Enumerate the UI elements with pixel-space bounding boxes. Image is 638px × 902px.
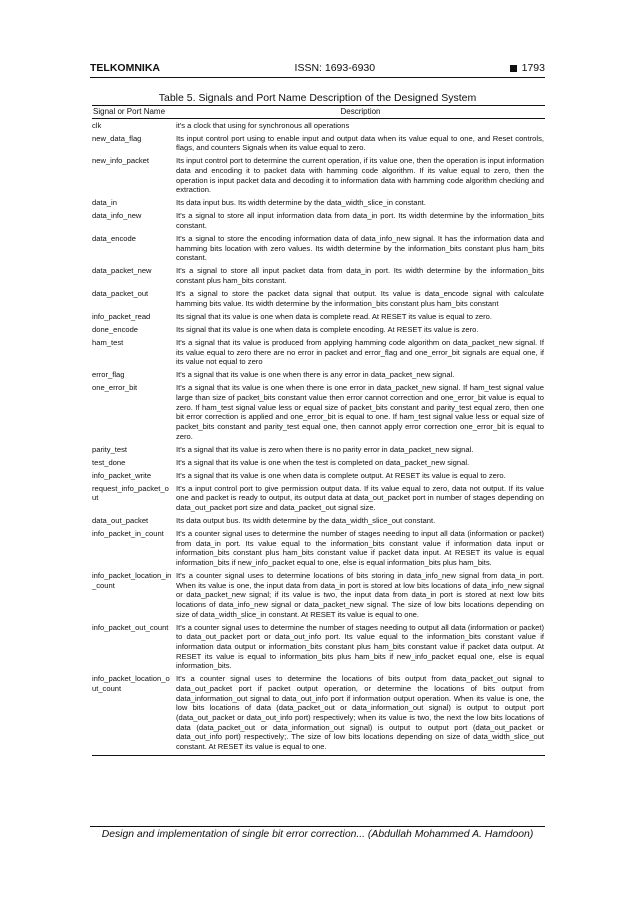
column-header-signal: Signal or Port Name	[92, 106, 176, 119]
signal-description: It's a counter signal uses to determine the number of stages needing to output all data (information or packet) to data_out_packet port or data_out_info port. Its value equal to the information_bits constant value if information data output or information_bits constant plus ham_bits constant value if packet data output. At RESET its value is equal to information_bits plus ham_bits if new_info_packet equal one, else is equal information_bits.	[176, 622, 544, 671]
table-caption: Table 5. Signals and Port Name Description of the Designed System	[158, 92, 477, 104]
signal-name: info_packet_out_count	[92, 622, 169, 632]
signal-description: It's a input control port to give permission output data. If its value equal to zero, data not output. If its value one and packet is ready to output, its output data at data_out_packet port in number of stages depending on data_out_packet port size and data_packet_out signal size.	[176, 483, 544, 512]
table-row	[92, 469, 545, 482]
signal-name: ham_test	[92, 337, 124, 347]
signal-name: data_out_packet	[92, 516, 149, 526]
table-row	[92, 514, 545, 527]
journal-name: TELKOMNIKA	[90, 62, 160, 74]
signal-name: new_info_packet	[92, 156, 149, 166]
table-row	[92, 197, 545, 210]
table-row	[92, 456, 545, 469]
table-row	[92, 155, 545, 197]
footer-rule	[90, 826, 545, 827]
signal-description: It's a signal that its value is produced from applying hamming code algorithm on data_packet_new signal. If its value equal to zero there are no error in packet and error_flag and one_error_bit signals are equal one, if its value not equal to zero	[176, 337, 544, 367]
table-row	[92, 482, 545, 514]
signal-description: It's a counter signal uses to determine the locations of bits output from data_packet_out signal to data_out_packet port if packet output operation, or determine the locations of bits output from data_information_out signal to data_out_info port if information output operation. When its value is one, the low bits locations of data (data_packet_out or data_information_out signal) is output to output port (data_out_packet or data_out_info port) respectively; when its value is two, the next the low bits locations of data (data_packet_out or data_information_out signal) is output to output port (data_out_packet or data_out_info port) respectively;. The size of low bits locations depending on size of data_width_slice_out constant. At RESET its value is equal to one.	[176, 673, 545, 755]
signal-name: info_packet_location_out_count	[92, 673, 176, 755]
signal-name: info_packet_write	[92, 470, 152, 480]
table-body	[92, 119, 545, 756]
signal-name: info_packet_location_in_count	[92, 571, 172, 590]
header-rule	[90, 77, 545, 78]
table-row	[92, 265, 545, 288]
signal-description: Its signal that its value is one when data is complete encoding. At RESET its value is zero.	[176, 324, 479, 334]
column-header-description: Description	[176, 106, 545, 119]
table-row	[92, 382, 545, 443]
signal-name: test_done	[92, 457, 126, 467]
signal-name: new_data_flag	[92, 133, 142, 143]
signal-name: error_flag	[92, 370, 125, 380]
signal-name: one_error_bit	[92, 383, 138, 393]
table-row	[92, 443, 545, 456]
table-row	[92, 119, 545, 133]
table-row	[92, 673, 545, 755]
signal-name: data_encode	[92, 234, 136, 244]
signal-description: Its data output bus. Its width determine by the data_width_slice_out constant.	[176, 516, 436, 526]
signal-name: data_packet_out	[92, 289, 149, 299]
signal-name: parity_test	[92, 444, 128, 454]
running-header	[90, 60, 545, 76]
signal-name: done_encode	[92, 324, 139, 334]
table-row	[92, 310, 545, 323]
table-row	[92, 369, 545, 382]
table-row	[92, 210, 545, 233]
signal-description: Its data input bus. Its width determine by the data_width_slice_in constant.	[176, 198, 426, 208]
table-row	[92, 132, 545, 155]
signal-description: It's a signal that its value is one when there is any error in data_packet_new signal.	[176, 370, 455, 380]
issn: ISSN: 1693-6930	[294, 62, 376, 74]
signal-description: Its signal that its value is one when data is complete read. At RESET its value is equal to zero.	[176, 311, 493, 321]
running-footer: Design and implementation of single bit error correction... (Abdullah Mohammed A. Hamdoon)	[101, 829, 534, 840]
signals-table	[92, 105, 545, 756]
signal-description: It's a counter signal uses to determine the number of stages needing to input all data (information or packet) from data_in port. Its value equal to the information_bits constant value if information data input or information_bits constant plus ham_bits constant value if packet data input. At RESET its value is equal information_bits if new_info_packet equal to one, else is equal information_bits plus ham_bits.	[176, 529, 544, 568]
signal-name: info_packet_in_count	[92, 529, 164, 539]
page-number-block	[510, 62, 545, 74]
signal-description: it's a clock that using for synchronous all operations	[176, 120, 350, 130]
signal-description: It's a counter signal uses to determine locations of bits storing in data_info_new signal from data_in port. When its value is one, the input data from data_in port is stored at low bits locations of data_info_new signal or data_packet_new signal; if its value is two, the input data from data_in port is stored at next low bits locations of data_info_new signal or data_packet_new signal. The size of low bits locations depending on size of data_width_slice_in constant. At RESET its value is equal to one.	[176, 571, 544, 619]
signal-description: It's a signal that its value is zero when there is no parity error in data_packet_new signal.	[176, 444, 474, 454]
page-number: 1793	[521, 62, 545, 74]
signal-name: info_packet_read	[92, 311, 151, 321]
signal-description: It's a signal that its value is one when the test is completed on data_packet_new signal.	[176, 457, 470, 467]
signal-name: clk	[92, 120, 102, 130]
table-row	[92, 336, 545, 368]
table-row	[92, 621, 545, 673]
table-row	[92, 323, 545, 336]
signal-description: Its input control port using to enable input and output data when its value equal to one, and Reset controls, flags, and counters Signals when its value equal to zero.	[176, 133, 544, 153]
square-bullet-icon	[510, 65, 517, 72]
table-row	[92, 287, 545, 310]
signal-name: data_info_new	[92, 211, 142, 221]
table-row	[92, 569, 545, 621]
table-row	[92, 232, 545, 264]
signal-description: It's a signal to store all input information data from data_in port. Its width determine by the information_bits constant.	[176, 211, 544, 231]
signal-description: It's a signal to store the packet data signal that output. Its value is data_encode signal with calculate hamming bits value. Its width determine by the information_bits constant plus ham_bits constant	[176, 289, 544, 308]
signal-description: It's a signal to store the encoding information data of data_info_new signal. It has the information data and hamming bits location with zero values. Its width determine by the information_bits constant plus ham_bits constant.	[176, 234, 544, 263]
table-header-row	[92, 106, 545, 119]
signal-name: request_info_packet_out	[92, 483, 169, 503]
table-row	[92, 527, 545, 569]
signal-name: data_packet_new	[92, 266, 152, 276]
signal-description: It's a signal that its value is one when there is one error in data_packet_new signal. If ham_test signal value large than size of packet_bits constant value then error cannot correction and one_error_bit value is equal to zero. If ham_test signal value less or equal size of packet_bits constant and parity_test equal zero, then one bit error correction is applied and one_error_bit is equal to one. If ham_test signal value less or equal size of packet_bits constant and parity_test equal one, then cannot apply error correction one_error_bit is equal to zero.	[176, 383, 544, 441]
signal-description: It's a signal that its value is one when data is complete output. At RESET its value is equal to zero.	[176, 470, 506, 480]
signal-name: data_in	[92, 198, 117, 208]
signal-description: Its input control port to determine the current operation, if its value one, then the operation is input information data and encoding it to packet data with hamming code algorithm. If its value equal to zero, then the operation is input packet data and decoding it to information data with hamming code algorithm checking and extraction.	[176, 156, 544, 195]
signal-description: It's a signal to store all input packet data from data_in port. Its width determine by the information_bits constant plus ham_bits constant.	[176, 266, 544, 286]
